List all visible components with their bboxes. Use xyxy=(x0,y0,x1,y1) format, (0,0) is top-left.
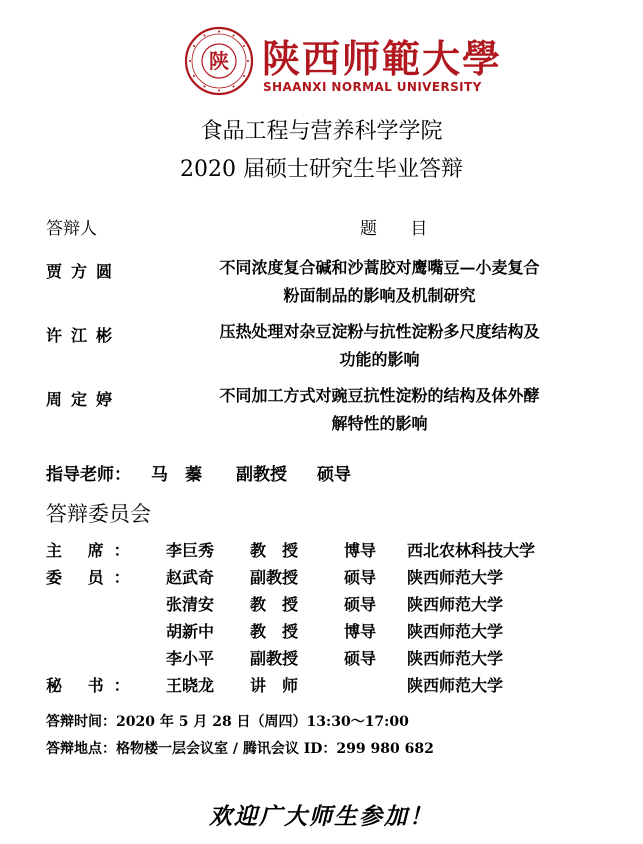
topic-line: 不同加工方式对豌豆抗性淀粉的结构及体外酵 xyxy=(219,386,540,405)
university-seal-icon xyxy=(184,26,254,96)
member-org: 陕西师范大学 xyxy=(407,568,504,587)
member-org: 陕西师范大学 xyxy=(407,676,504,695)
university-name-cn: 陕西师範大學 xyxy=(262,36,503,81)
committee-member xyxy=(0,619,643,645)
member-name: 李巨秀 xyxy=(166,541,215,560)
time-value: 2020 年 5 月 28 日（周四）13:30～17:00 xyxy=(116,714,409,730)
member-org: 陕西师范大学 xyxy=(407,622,504,641)
place-label: 答辩地点： xyxy=(46,741,116,757)
place-value: 格物楼一层会议室 / 腾讯会议 ID：299 980 682 xyxy=(116,741,434,757)
event-title: 2020 届硕士研究生毕业答辩 xyxy=(180,157,463,182)
defender-name: 贾方圆 xyxy=(46,262,122,281)
committee-member xyxy=(0,592,643,618)
member-role: 主 席： xyxy=(46,541,140,560)
college-title: 食品工程与营养科学学院 xyxy=(200,119,443,144)
university-name-en: SHAANXI NORMAL UNIVERSITY xyxy=(263,80,482,94)
member-name: 赵武奇 xyxy=(166,568,215,587)
member-name: 李小平 xyxy=(166,649,215,668)
member-role: 委 员： xyxy=(46,568,140,587)
university-logo xyxy=(184,24,503,104)
defender-name: 周定婷 xyxy=(46,390,122,409)
member-org: 西北农林科技大学 xyxy=(407,541,536,560)
topic-line: 压热处理对杂豆淀粉与抗性淀粉多尺度结构及 xyxy=(219,322,540,341)
member-rank: 教 授 xyxy=(250,541,299,560)
member-org: 陕西师范大学 xyxy=(407,595,504,614)
member-name: 王晓龙 xyxy=(166,676,215,695)
defense-topic xyxy=(182,318,577,374)
welcome-message: 欢迎广大师生参加！ xyxy=(209,803,434,830)
advisor-degree: 硕导 xyxy=(317,465,351,485)
seal-character: 陕 xyxy=(209,49,229,73)
header-topic: 题 目 xyxy=(360,219,442,239)
advisor-rank: 副教授 xyxy=(236,465,287,485)
member-role: 秘 书： xyxy=(46,676,140,695)
member-degree: 博导 xyxy=(344,622,377,641)
member-degree: 硕导 xyxy=(344,595,377,614)
advisor-name: 马 蓁 xyxy=(151,465,202,485)
committee-title: 答辩委员会 xyxy=(46,502,151,526)
member-rank: 教 授 xyxy=(250,622,299,641)
advisor-line xyxy=(46,460,351,485)
member-rank: 讲 师 xyxy=(250,676,299,695)
member-degree: 硕导 xyxy=(344,568,377,587)
defense-topic xyxy=(182,254,577,310)
committee-member xyxy=(0,538,643,564)
member-org: 陕西师范大学 xyxy=(407,649,504,668)
topic-line: 粉面制品的影响及机制研究 xyxy=(283,286,476,305)
topic-line: 功能的影响 xyxy=(339,350,420,369)
header-defender: 答辩人 xyxy=(46,219,97,239)
defense-place xyxy=(46,738,434,758)
topic-line: 解特性的影响 xyxy=(331,414,428,433)
topic-line: 不同浓度复合碱和沙蒿胶对鹰嘴豆—小麦复合 xyxy=(219,258,540,277)
member-name: 胡新中 xyxy=(166,622,215,641)
member-rank: 副教授 xyxy=(250,568,299,587)
member-rank: 副教授 xyxy=(250,649,299,668)
member-rank: 教 授 xyxy=(250,595,299,614)
advisor-label: 指导老师： xyxy=(46,465,131,485)
committee-member xyxy=(0,673,643,699)
committee-member xyxy=(0,565,643,591)
defender-name: 许江彬 xyxy=(46,326,122,345)
member-degree: 硕导 xyxy=(344,649,377,668)
member-degree: 博导 xyxy=(344,541,377,560)
member-name: 张清安 xyxy=(166,595,215,614)
defense-topic xyxy=(182,382,577,438)
defense-time xyxy=(46,711,409,731)
committee-member xyxy=(0,646,643,672)
time-label: 答辩时间： xyxy=(46,714,116,730)
